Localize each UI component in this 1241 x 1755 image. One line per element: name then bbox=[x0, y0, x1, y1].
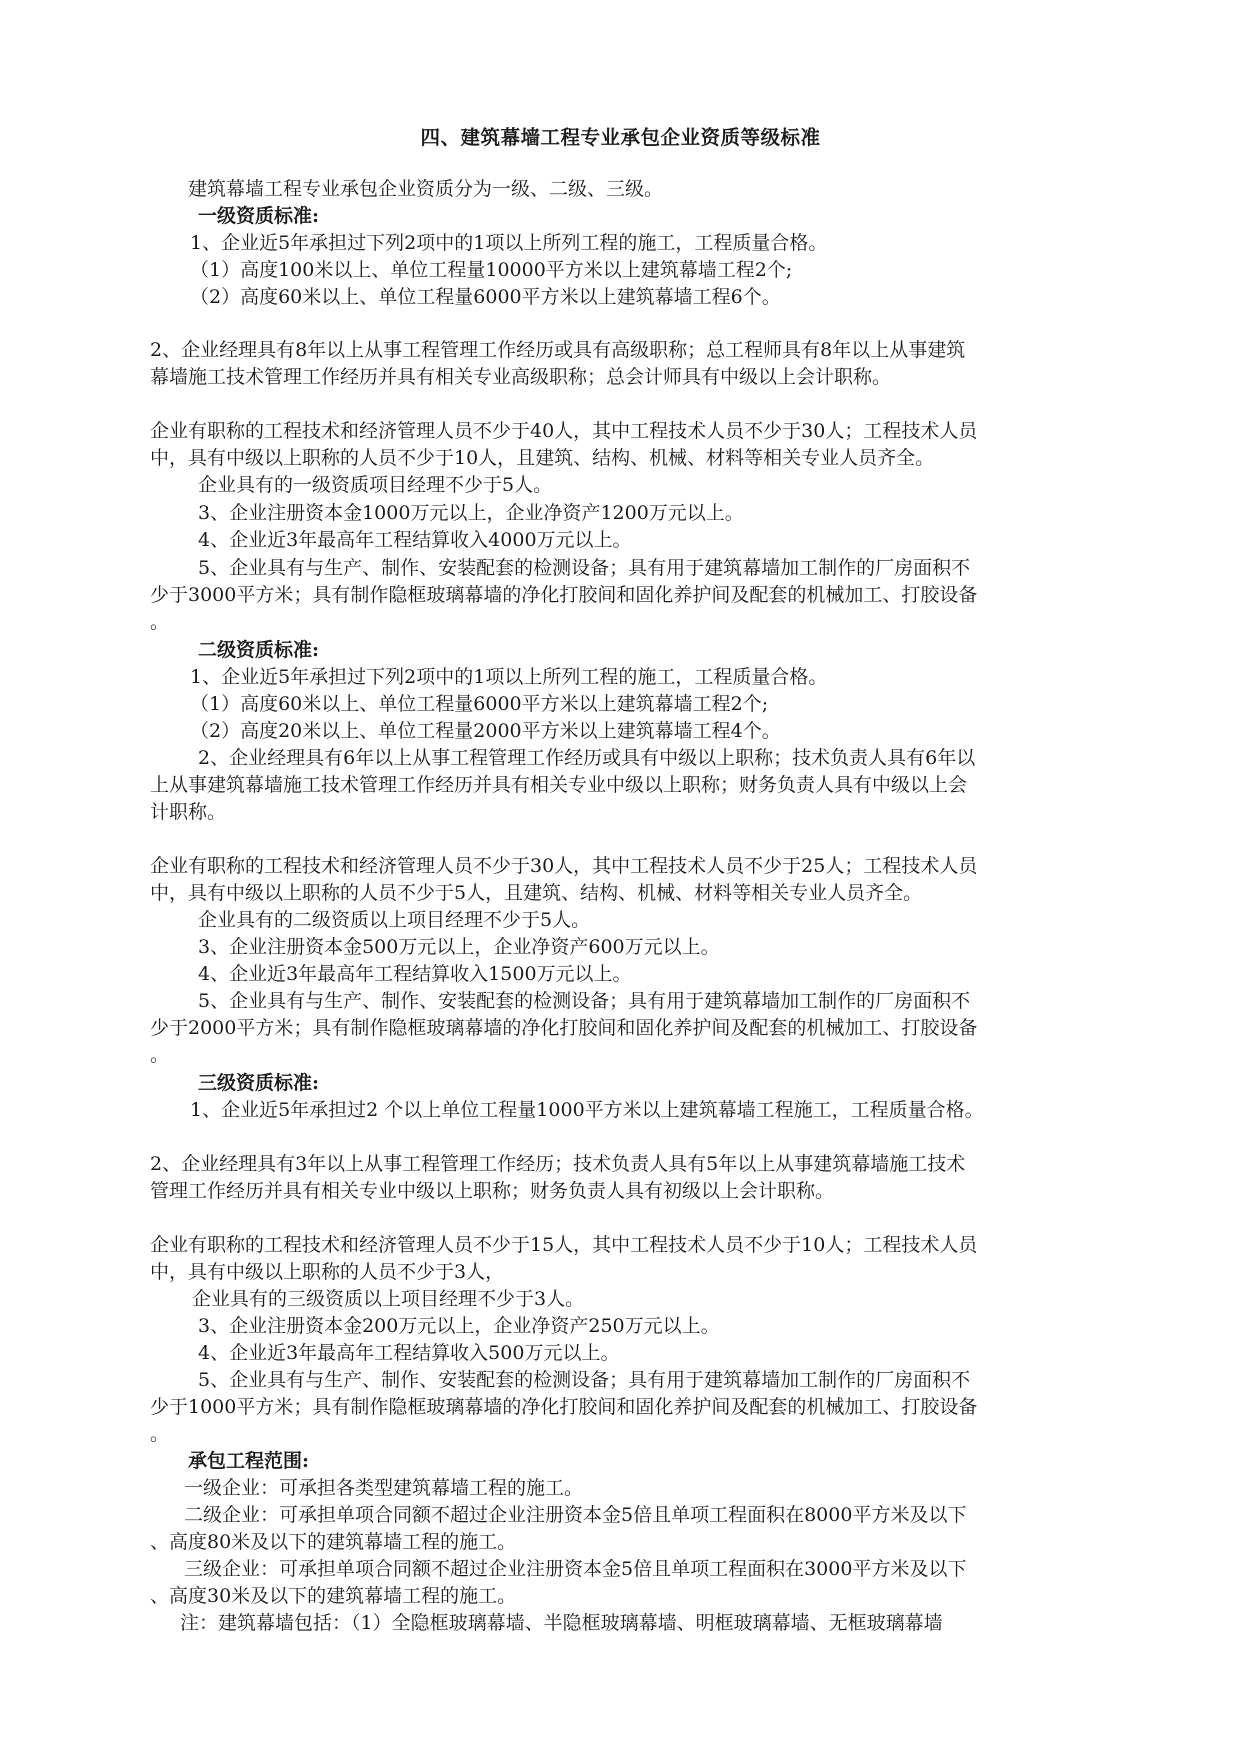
grade2-line: 少于2000平方米；具有制作隐框玻璃幕墙的净化打胶间和固化养护间及配套的机械加工、打胶设备 bbox=[150, 1017, 978, 1039]
grade3-line: 。 bbox=[150, 1423, 170, 1445]
grade2-line: 计职称。 bbox=[150, 801, 227, 823]
grade2-line: 中，具有中级以上职称的人员不少于5人，且建筑、结构、机械、材料等相关专业人员齐全。 bbox=[150, 882, 923, 904]
grade1-line: （1）高度100米以上、单位工程量10000平方米以上建筑幕墙工程2个; bbox=[190, 259, 793, 281]
grade1-line: 少于3000平方米；具有制作隐框玻璃幕墙的净化打胶间和固化养护间及配套的机械加工、打胶设备 bbox=[150, 584, 978, 606]
grade3-line: 3、企业注册资本金200万元以上，企业净资产250万元以上。 bbox=[198, 1315, 720, 1337]
grade1-line: 1、企业近5年承担过下列2项中的1项以上所列工程的施工，工程质量合格。 bbox=[190, 232, 828, 254]
grade2-line: （1）高度60米以上、单位工程量6000平方米以上建筑幕墙工程2个; bbox=[190, 693, 769, 715]
scope-line: 三级企业：可承担单项合同额不超过企业注册资本金5倍且单项工程面积在3000平方米及以下 bbox=[184, 1558, 967, 1580]
scope-line: 二级企业：可承担单项合同额不超过企业注册资本金5倍且单项工程面积在8000平方米及以下 bbox=[184, 1504, 967, 1526]
scope-line: 、高度80米及以下的建筑幕墙工程的施工。 bbox=[150, 1531, 517, 1553]
grade2-line: 。 bbox=[150, 1044, 170, 1066]
grade3-line: 管理工作经历并具有相关专业中级以上职称；财务负责人具有初级以上会计职称。 bbox=[150, 1180, 835, 1202]
grade1-line: 。 bbox=[150, 611, 170, 633]
scope-heading: 承包工程范围: bbox=[188, 1450, 310, 1472]
grade2-heading: 二级资质标准: bbox=[198, 639, 320, 661]
scope-line: 一级企业：可承担各类型建筑幕墙工程的施工。 bbox=[184, 1477, 584, 1499]
grade2-line: 3、企业注册资本金500万元以上，企业净资产600万元以上。 bbox=[198, 936, 720, 958]
grade2-line: 4、企业近3年最高年工程结算收入1500万元以上。 bbox=[198, 963, 632, 985]
grade1-line: 2、企业经理具有8年以上从事工程管理工作经历或具有高级职称；总工程师具有8年以上从事建筑 bbox=[150, 339, 966, 361]
grade1-line: 4、企业近3年最高年工程结算收入4000万元以上。 bbox=[198, 529, 632, 551]
page-title: 四、建筑幕墙工程专业承包企业资质等级标准 bbox=[420, 126, 821, 149]
grade1-line: 企业具有的一级资质项目经理不少于5人。 bbox=[198, 474, 553, 496]
grade1-line: 中，具有中级以上职称的人员不少于10人，且建筑、结构、机械、材料等相关专业人员齐全。 bbox=[150, 447, 935, 469]
grade3-line: 中，具有中级以上职称的人员不少于3人， bbox=[150, 1261, 505, 1283]
grade3-line: 1、企业近5年承担过2 个以上单位工程量1000平方米以上建筑幕墙工程施工，工程质量合格。 bbox=[190, 1099, 984, 1121]
grade2-line: 2、企业经理具有6年以上从事工程管理工作经历或具有中级以上职称；技术负责人具有6年以 bbox=[198, 747, 976, 769]
grade2-line: 1、企业近5年承担过下列2项中的1项以上所列工程的施工，工程质量合格。 bbox=[190, 666, 828, 688]
grade3-line: 2、企业经理具有3年以上从事工程管理工作经历；技术负责人具有5年以上从事建筑幕墙施工技术 bbox=[150, 1153, 966, 1175]
scope-line: 注：建筑幕墙包括：（1）全隐框玻璃幕墙、半隐框玻璃幕墙、明框玻璃幕墙、无框玻璃幕墙 bbox=[180, 1612, 943, 1634]
grade1-line: 5、企业具有与生产、制作、安装配套的检测设备；具有用于建筑幕墙加工制作的厂房面积不 bbox=[198, 557, 971, 579]
grade2-line: （2）高度20米以上、单位工程量2000平方米以上建筑幕墙工程4个。 bbox=[190, 720, 781, 742]
grade1-line: 幕墙施工技术管理工作经历并具有相关专业高级职称；总会计师具有中级以上会计职称。 bbox=[150, 366, 892, 388]
grade2-line: 企业有职称的工程技术和经济管理人员不少于30人，其中工程技术人员不少于25人；工程技术人员 bbox=[150, 855, 978, 877]
grade2-line: 上从事建筑幕墙施工技术管理工作经历并具有相关专业中级以上职称；财务负责人具有中级以上会 bbox=[150, 774, 968, 796]
scope-line: 、高度30米及以下的建筑幕墙工程的施工。 bbox=[150, 1585, 517, 1607]
intro-paragraph: 建筑幕墙工程专业承包企业资质分为一级、二级、三级。 bbox=[188, 178, 664, 200]
grade1-line: （2）高度60米以上、单位工程量6000平方米以上建筑幕墙工程6个。 bbox=[190, 286, 781, 308]
grade3-heading: 三级资质标准: bbox=[198, 1072, 320, 1094]
grade3-line: 企业有职称的工程技术和经济管理人员不少于15人，其中工程技术人员不少于10人；工程技术人员 bbox=[150, 1234, 978, 1256]
grade3-line: 少于1000平方米；具有制作隐框玻璃幕墙的净化打胶间和固化养护间及配套的机械加工、打胶设备 bbox=[150, 1396, 978, 1418]
grade1-heading: 一级资质标准: bbox=[198, 205, 320, 227]
grade1-line: 3、企业注册资本金1000万元以上，企业净资产1200万元以上。 bbox=[198, 502, 744, 524]
grade3-line: 4、企业近3年最高年工程结算收入500万元以上。 bbox=[198, 1342, 620, 1364]
grade1-line: 企业有职称的工程技术和经济管理人员不少于40人，其中工程技术人员不少于30人；工程技术人员 bbox=[150, 420, 978, 442]
grade3-line: 企业具有的三级资质以上项目经理不少于3人。 bbox=[192, 1288, 585, 1310]
grade3-line: 5、企业具有与生产、制作、安装配套的检测设备；具有用于建筑幕墙加工制作的厂房面积不 bbox=[198, 1369, 971, 1391]
grade2-line: 5、企业具有与生产、制作、安装配套的检测设备；具有用于建筑幕墙加工制作的厂房面积不 bbox=[198, 990, 971, 1012]
grade2-line: 企业具有的二级资质以上项目经理不少于5人。 bbox=[198, 909, 591, 931]
